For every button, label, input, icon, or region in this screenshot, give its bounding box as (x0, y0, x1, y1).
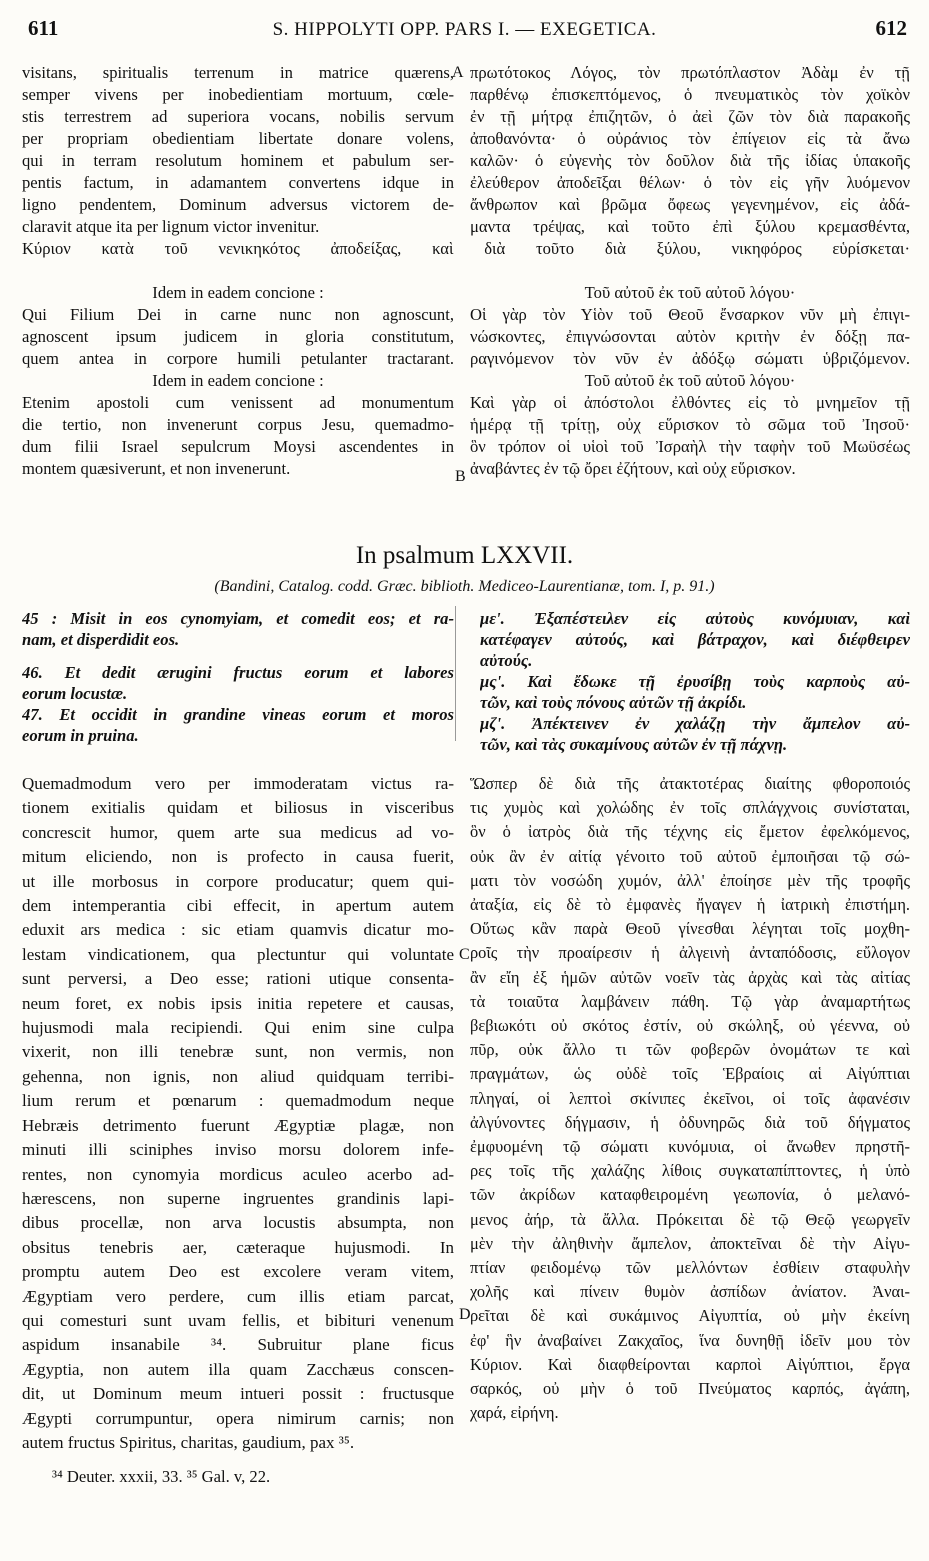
latin-line: gehenna, non ignis, non aliud quidquam terribi- (22, 1066, 454, 1086)
margin-letter-d: D (459, 1306, 471, 1323)
margin-letter-a: A (452, 64, 464, 81)
greek-line: ὃν ὁ ἰατρὸς διὰ τῆς τέχνης εἰς ἔμετον ἐφελκόμενος, (470, 822, 910, 842)
greek-line: ρες τοῖς τῆς χαλάζης λίθοις συγκαταπίπτοντες, ἡ ὑπὸ (470, 1161, 910, 1181)
greek-fullwidth-line (22, 238, 910, 260)
latin-line: obsitus tenebris aer, cæteraque hujusmodi. In (22, 1237, 454, 1257)
latin-heading: Idem in eadem concione : (152, 283, 324, 302)
latin-line: neum foret, ex nobis ipsis initia repetere et causas, (22, 993, 454, 1013)
main-greek-column (470, 772, 910, 1425)
verse-line: τῶν, καὶ τὰς συκαμίνους αὐτῶν ἐν τῇ πάχνῃ. (480, 735, 788, 754)
greek-line: μενος ἀήρ, τὰ ἄλλα. Πρόκειται δὲ τῷ Θεῷ γεωργεῖν (470, 1209, 910, 1229)
section-source: (Bandini, Catalog. codd. Græc. biblioth. Mediceo-Laurentianæ, tom. I, p. 91.) (214, 578, 715, 595)
latin-line: visitans, spiritualis terrenum in matrice quærens, (22, 63, 454, 82)
latin-line: lium rerum et pœnarum : quemadmodum neque (22, 1091, 454, 1111)
section-title: In psalmum LXXVII. (355, 542, 574, 569)
latin-line: per propriam obedientiam libertate donare volens, (22, 129, 454, 148)
latin-line: agnoscent ipsum judicem in gloria constitutum, (22, 327, 454, 346)
latin-line: quem antea in corpore humili petulanter tractarant. (22, 349, 454, 368)
greek-line: χαρά, εἰρήνη. (470, 1403, 559, 1423)
greek-line: ἐλεύθερον ἀποδεῖξαι θέλων· ὁ τὸν εἰς γῆν λυόμενον (470, 173, 910, 192)
page-number-right: 612 (875, 16, 907, 40)
latin-line: autem fructus Spiritus, charitas, gaudium, pax ³⁵. (22, 1432, 355, 1452)
latin-line: ut ille morbosus in corpore producatur; quem qui- (22, 871, 454, 891)
latin-line: die tertio, non invenerunt corpus Jesu, quemadmo- (22, 415, 454, 434)
latin-line: hærescens, non superne ingruentes grandinis lapi- (22, 1188, 454, 1208)
greek-line: τῶν ἀκρίδων καταφθειρομένη γεωπονία, ὁ μελανό- (470, 1185, 910, 1205)
greek-line: ρεῖται δὲ καὶ συκάμινος Αἰγυπτία, οὐ μὴν ἐκείνη (470, 1306, 910, 1326)
latin-line: eduxit ars medica : sic etiam quamvis dicatur mo- (22, 920, 454, 940)
verse-line: eorum in pruina. (22, 726, 139, 745)
greek-line: Καὶ γὰρ οἱ ἀπόστολοι ἐλθόντες εἰς τὸ μνημεῖον τῇ (470, 393, 910, 412)
greek-line: ματι τὸν νοσώδη χυμόν, ἀλλ' ἐποίησε μὲν τῆς τροφῆς (470, 870, 910, 890)
top-greek-column (470, 62, 910, 238)
block3-latin (22, 370, 454, 480)
greek-line: πραγμάτων, ὡς οὐδὲ τοῖς Ἑβραίοις αἱ Αἰγύπτιαι (470, 1064, 910, 1084)
greek-line: ἐφ' ἣν ἀναβαίνει Ζακχαῖος, ἵνα δυνηθῇ ἰδεῖν μου τὸν (470, 1330, 910, 1350)
latin-line: dit, ut Dominum meum intueri possit : fructusque (22, 1384, 454, 1404)
verse-line: μς'. Καὶ ἔδωκε τῇ ἐρυσίβῃ τοὺς καρποὺς αὐ- (480, 672, 910, 691)
verse-line: με'. Ἐξαπέστειλεν εἰς αὐτοὺς κυνόμυιαν, καὶ (480, 609, 910, 628)
latin-line: qui in terram resolutum hominem et pabulum ser- (22, 151, 454, 170)
latin-line: pentis factum, in adamantem convertens idque in (22, 173, 454, 192)
latin-line: sunt perversi, a Deo esse; rationi utique consenta- (22, 969, 454, 989)
latin-line: aspidum insanabile ³⁴. Subruitur plane ficus (22, 1335, 454, 1355)
latin-line: tionem exitialis quidam et biliosus in visceribus (22, 798, 454, 818)
greek-line: ραγινόμενον τὸν νῦν ἐν ἀδόξῳ σώματι ὑβριζόμενον. (470, 349, 910, 368)
verse-line: αὐτούς. (480, 651, 533, 670)
block3-greek (470, 370, 910, 480)
block2-greek (470, 282, 910, 370)
greek-line: Ὥσπερ δὲ διὰ τῆς ἀτακτοτέρας διαίτης φθοροποιός (470, 774, 910, 793)
latin-line: minuti illi sciniphes inviso morsu dolorem infe- (22, 1140, 454, 1160)
greek-line: πτίαν φειδομένῳ τῶν μελλόντων ἐσθίειν σταφυλὴν (470, 1258, 910, 1278)
verse-line: 46. Et dedit ærugini fructus eorum et labores (22, 663, 454, 682)
greek-line: τις χυμὸς καὶ χολώδης ἐν τοῖς σπλάγχνοις συνίσταται, (470, 798, 910, 818)
running-header: S. HIPPOLYTI OPP. PARS I. — EXEGETICA. (272, 19, 657, 40)
footnote: ³⁴ Deuter. xxxii, 33. ³⁵ Gal. v, 22. (52, 1467, 271, 1486)
latin-line: Quemadmodum vero per immoderatam victus ra- (22, 774, 454, 793)
verse-line: 45 : Misit in eos cynomyiam, et comedit eos; et ra- (22, 609, 454, 628)
top-latin-column (22, 62, 454, 238)
latin-line: concrescit humor, quem arte sua medicus ad vo- (22, 822, 454, 842)
verse-line: κατέφαγεν αὐτούς, καὶ βάτραχον, καὶ διέφθειρεν (480, 630, 910, 649)
greek-line: Κύριον κατὰ τοῦ νενικηκότος ἀποδείξας, καὶ διὰ τοῦτο διὰ ξύλου, νικηφόρος εὑρίσκεται· (22, 239, 910, 258)
latin-line: Ægyptia, non autem illa quam Zacchæus conscen- (22, 1359, 454, 1379)
greek-line: ἀταξία, εἰς δὲ τὸ ἐμφανὲς ἤγαγεν ἡ ἰατρικὴ ἐπιστήμη. (470, 895, 910, 915)
greek-line: μὲν τὴν ἀληθινὴν ἄμπελον, ἀποκτεῖναι δὲ τὴν Αἰγυ- (470, 1233, 910, 1253)
latin-line: vixerit, non illi tenebræ sunt, non vermis, non (22, 1042, 454, 1062)
greek-line: πληγαί, οἱ λεπτοὶ σκίνιπες ἐκεῖνοι, οἱ τοῖς ἀφανέσιν (470, 1088, 910, 1108)
greek-line: χολῆς καὶ πίνειν θυμὸν ἀσπίδων ἀνίατον. Ἀναι- (470, 1282, 910, 1302)
greek-line: οὐκ ἂν ἐν αἰτίᾳ γένοιτο τοῦ αὐτοῦ ἐμποιῆσαι τῷ σώ- (470, 846, 910, 866)
greek-line: ἀναβάντες ἐν τῷ ὄρει ἐζήτουν, καὶ οὐχ εὕρισκον. (470, 459, 796, 478)
greek-line: ἡμέρᾳ τῇ τρίτῃ, οὐχ εὕρισκον τὸ σῶμα τοῦ Ἰησοῦ· (470, 415, 910, 434)
main-latin-column (22, 772, 454, 1455)
greek-line: Οὕτως κἂν παρὰ Θεοῦ γίνεσθαι λέγηται τοῖς μοχθη- (470, 919, 910, 939)
greek-line: μαντα τρέψας, καὶ τοῦτο ἐπὶ ξύλου κρεμασθέντα, (470, 217, 910, 236)
greek-line: ἀλγύνοντες δήγμασιν, ἡ ὀδυνηρῶς διὰ τοῦ δήγματος (470, 1112, 910, 1132)
latin-line: hujusmodi mala recipiendi. Qui enim sine culpa (22, 1018, 454, 1038)
greek-line: παρθένῳ ἐπισκεπτόμενος, ὁ πνευματικὸς τὸν χοϊκὸν (470, 85, 910, 104)
verses-latin (22, 608, 454, 746)
latin-line: Ægypti corrumpuntur, opera nimirum carnis; non (22, 1408, 454, 1428)
verse-line: μζ'. Ἀπέκτεινεν ἐν χαλάζῃ τὴν ἄμπελον αὐ- (480, 714, 910, 733)
block2-latin (22, 282, 454, 370)
verse-line: eorum locustæ. (22, 684, 128, 703)
verse-line: τῶν, καὶ τοὺς πόνους αὐτῶν τῇ ἀκρίδι. (480, 693, 747, 712)
latin-line: ligno pendentem, Dominum adversus victorem de- (22, 195, 454, 214)
greek-line: ἐμφυομένη τῷ σώματι κυνόμυια, οἱ ἄνωθεν πρηστῆ- (470, 1137, 910, 1157)
greek-line: Κύριον. Καὶ διαφθείρονται καρποὶ Αἰγύπτιοι, ἔργα (470, 1354, 910, 1374)
greek-line: ἂν εἴη ἐξ ἡμῶν αὐτῶν νοεῖν τὰς ἀρχὰς καὶ τὰς αἰτίας (470, 967, 910, 987)
page-number-left: 611 (28, 16, 59, 40)
latin-line: qui comesturi sunt uvam fellis, et bibituri venenum (22, 1310, 454, 1330)
latin-line: mitum eliciendo, non is profecto in causa fuerit, (22, 847, 454, 867)
latin-line: Qui Filium Dei in carne nunc non agnoscunt, (22, 305, 454, 324)
latin-line: dibus procellæ, non arva locustis absumpta, non (22, 1213, 454, 1233)
margin-letter-c: C (459, 946, 470, 963)
greek-line: ὃν τρόπον οἱ υἱοὶ τοῦ Ἰσραὴλ τὴν ταφὴν τοῦ Μωϋσέως (470, 437, 910, 456)
greek-line: καλῶν· ὁ εὐγενὴς τὸν δοῦλον διὰ τῆς ἰδίας ὑπακοῆς (470, 151, 910, 170)
latin-line: montem quæsiverunt, et non invenerunt. (22, 459, 291, 478)
latin-line: claravit atque ita per lignum victor invenitur. (22, 217, 320, 236)
verses-greek (480, 608, 910, 755)
latin-line: Etenim apostoli cum venissent ad monumentum (22, 393, 454, 412)
latin-heading: Idem in eadem concione : (152, 371, 324, 390)
greek-line: Οἱ γὰρ τὸν Υἱὸν τοῦ Θεοῦ ἔνσαρκον νῦν μὴ ἐπιγι- (470, 305, 910, 324)
greek-line: ροῖς τὴν προαίρεσιν ἡ ἀλγεινὴ ἀνταπόδοσις, εὔλογον (470, 943, 910, 963)
greek-line: ἀποθανόντα· ὁ οὐράνιος τὸν ἐπίγειον εἰς τὰ ἄνω (470, 129, 910, 148)
latin-line: dum filii Israel sepulcrum Moysi ascendentes in (22, 437, 454, 456)
latin-line: rentes, non cynomyia mordicus aculeo acerbo ad- (22, 1164, 454, 1184)
latin-line: Hebræis detrimento fuerunt Ægyptiæ plagæ, non (22, 1115, 454, 1135)
greek-line: ἐν τῇ μήτρᾳ ἐπιζητῶν, ὁ ἀεὶ ζῶν τὸν διὰ παρακοῆς (470, 107, 910, 126)
latin-line: stis terrestrem ad superiora vocans, nobilis servum (22, 107, 454, 126)
latin-line: lestam vindicationem, qua plectuntur qui voluntate (22, 944, 454, 964)
greek-line: ἄνθρωπον καὶ βρῶμα ὄφεως γεγενημένον, εἰς ἀδά- (470, 195, 910, 214)
column-divider (455, 606, 456, 741)
verse-line: nam, et disperdidit eos. (22, 630, 180, 649)
latin-line: promptu autem Deo est excolere veram vitem, (22, 1262, 454, 1282)
latin-line: semper vivens per inobedientiam mortuum, cœle- (22, 85, 454, 104)
greek-line: τὰ τοιαῦτα λαμβάνειν πάθη. Τῷ γὰρ ἀναμαρτήτως (470, 991, 910, 1011)
greek-line: βεβιωκότι οὐ σκότος ἐστίν, οὐ σκώληξ, οὐ γέεννα, οὐ (470, 1016, 910, 1036)
latin-line: dem intemperantia cibi effecit, in apertum autem (22, 896, 454, 916)
verse-line: 47. Et occidit in grandine vineas eorum et moros (22, 705, 454, 724)
greek-line: νώσκοντες, ἐπιγνώσονται αὐτὸν κριτὴν ἐν δόξῃ πα- (470, 327, 910, 346)
greek-heading: Τοῦ αὐτοῦ ἐκ τοῦ αὐτοῦ λόγου· (584, 283, 796, 302)
greek-line: πῦρ, οὐκ ἄλλο τι τῶν φοβερῶν ὀνομάτων τε καὶ (470, 1040, 910, 1060)
greek-line: σαρκός, οὐ μὴν ὁ τοῦ Πνεύματος καρπός, ἀγάπη, (470, 1379, 910, 1399)
margin-letter-b: B (455, 468, 466, 485)
greek-line: πρωτότοκος Λόγος, τὸν πρωτόπλαστον Ἀδὰμ ἐν τῇ (470, 63, 910, 82)
greek-heading: Τοῦ αὐτοῦ ἐκ τοῦ αὐτοῦ λόγου· (584, 371, 796, 390)
latin-line: Ægyptiam vero perdere, cum illis etiam parcat, (22, 1286, 454, 1306)
verse-spacer (22, 650, 454, 662)
